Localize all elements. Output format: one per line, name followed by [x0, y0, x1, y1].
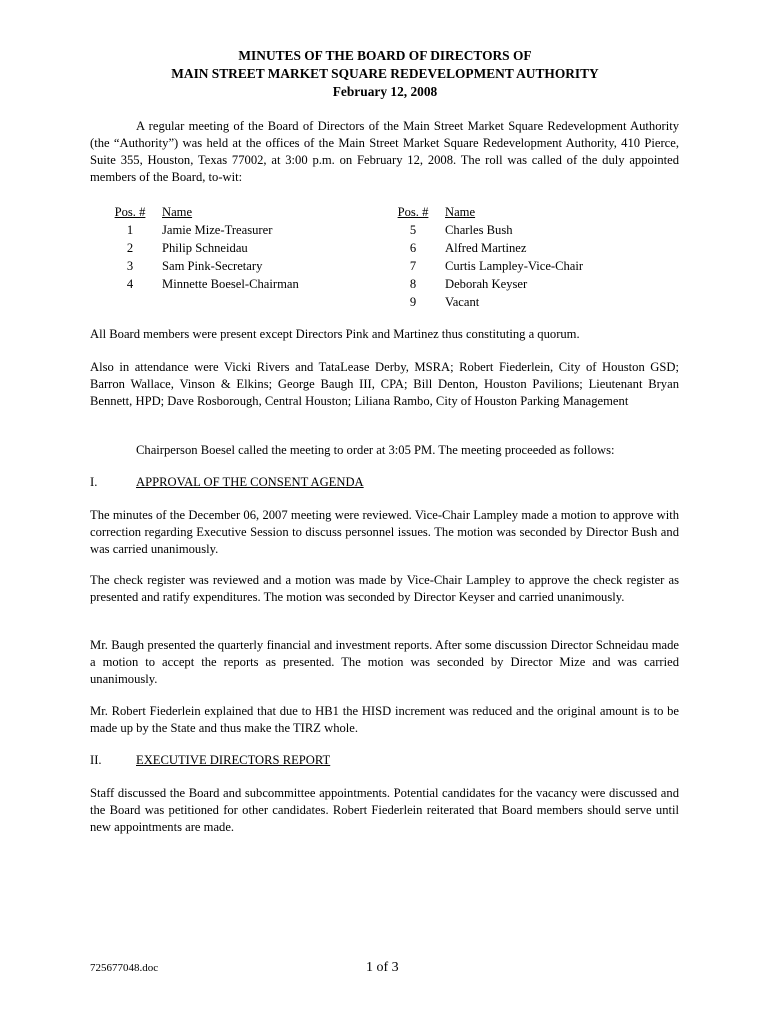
section-heading-2 [90, 752, 679, 769]
section-1-paragraph: The check register was reviewed and a motion was made by Vice-Chair Lampley to approve the check register as presented and ratify expenditures. The motion was seconded by Director Keyser and carried unanimously. [90, 573, 679, 604]
roll-pos: 6 [409, 241, 417, 255]
title-line-1: MINUTES OF THE BOARD OF DIRECTORS OF [238, 48, 532, 63]
pos-header: Pos. # [114, 205, 146, 219]
roll-name: Jamie Mize-Treasurer [162, 223, 273, 237]
roll-pos: 9 [409, 295, 417, 309]
roll-pos: 8 [409, 277, 417, 291]
roll-column-right [393, 203, 583, 311]
name-header: Name [162, 205, 193, 219]
section-1-paragraph: The minutes of the December 06, 2007 meeting were reviewed. Vice-Chair Lampley made a motion to approve with correction regarding Executive Session to discuss personnel issues. The motion was seconded by Director Bush and was carried unanimously. [90, 508, 679, 556]
title-date: February 12, 2008 [332, 84, 438, 99]
roll-pos: 5 [409, 223, 417, 237]
pos-header: Pos. # [397, 205, 429, 219]
roll-row [393, 293, 583, 311]
roll-row [110, 275, 299, 293]
attendance-paragraph: Also in attendance were Vicki Rivers and TataLease Derby, MSRA; Robert Fiederlein, City of Houston GSD; Barron Wallace, Vinson & Elkins; George Baugh III, CPA; Bill Denton, Houston Pavilions; Lieutenant Bryan Bennett, HPD; Dave Rosborough, Central Houston; Liliana Rambo, City of Houston Parking Management [90, 360, 679, 408]
roll-row [393, 275, 583, 293]
footer-page-number: 1 of 3 [366, 960, 399, 975]
roll-name: Sam Pink-Secretary [162, 259, 263, 273]
section-1-paragraph: Mr. Baugh presented the quarterly financial and investment reports. After some discussion Director Schneidau made a motion to accept the reports as presented. The motion was seconded by Director Mize and was carried unanimously. [90, 638, 679, 686]
roll-pos: 4 [126, 277, 134, 291]
roll-name: Deborah Keyser [445, 277, 528, 291]
intro-paragraph: A regular meeting of the Board of Directors of the Main Street Market Square Redevelopment Authority (the “Authority”) was held at the offices of the Main Street Market Square Redevelopment Authority, 410 Pierce, Suite 355, Houston, Texas 77002, at 3:00 p.m. on February 12, 2008. The roll was called of the duly appointed members of the Board, to-wit: [90, 119, 679, 184]
roll-name: Curtis Lampley-Vice-Chair [445, 259, 584, 273]
document-title [90, 47, 680, 101]
section-title: APPROVAL OF THE CONSENT AGENDA [136, 475, 364, 489]
roll-row [393, 221, 583, 239]
roll-pos: 1 [126, 223, 134, 237]
quorum-paragraph: All Board members were present except Directors Pink and Martinez thus constituting a quorum. [90, 327, 580, 341]
roll-column-left [110, 203, 299, 293]
roll-pos: 2 [126, 241, 134, 255]
section-number: I. [90, 475, 98, 489]
name-header: Name [445, 205, 476, 219]
roll-row [110, 221, 299, 239]
section-title: EXECUTIVE DIRECTORS REPORT [136, 753, 331, 767]
roll-header-row [393, 203, 583, 221]
roll-name: Alfred Martinez [445, 241, 527, 255]
roll-name: Philip Schneidau [162, 241, 248, 255]
roll-row [110, 239, 299, 257]
footer-doc-name: 725677048.doc [90, 962, 159, 974]
section-2-paragraph: Staff discussed the Board and subcommittee appointments. Potential candidates for the vacancy were discussed and the Board was petitioned for other candidates. Robert Fiederlein reiterated that Board members should serve until new appointments are made. [90, 786, 679, 834]
roll-row [110, 257, 299, 275]
roll-header-row [110, 203, 299, 221]
roll-name: Vacant [445, 295, 480, 309]
call-to-order-paragraph: Chairperson Boesel called the meeting to order at 3:05 PM. The meeting proceeded as follows: [136, 443, 615, 457]
section-number: II. [90, 753, 102, 767]
roll-name: Charles Bush [445, 223, 513, 237]
roll-row [393, 239, 583, 257]
section-1-paragraph: Mr. Robert Fiederlein explained that due to HB1 the HISD increment was reduced and the original amount is to be made up by the State and thus make the TIRZ whole. [90, 704, 679, 735]
section-heading-1 [90, 474, 679, 491]
roll-pos: 7 [409, 259, 417, 273]
title-line-2: MAIN STREET MARKET SQUARE REDEVELOPMENT AUTHORITY [171, 66, 599, 81]
roll-pos: 3 [126, 259, 134, 273]
roll-row [393, 257, 583, 275]
roll-name: Minnette Boesel-Chairman [162, 277, 299, 291]
